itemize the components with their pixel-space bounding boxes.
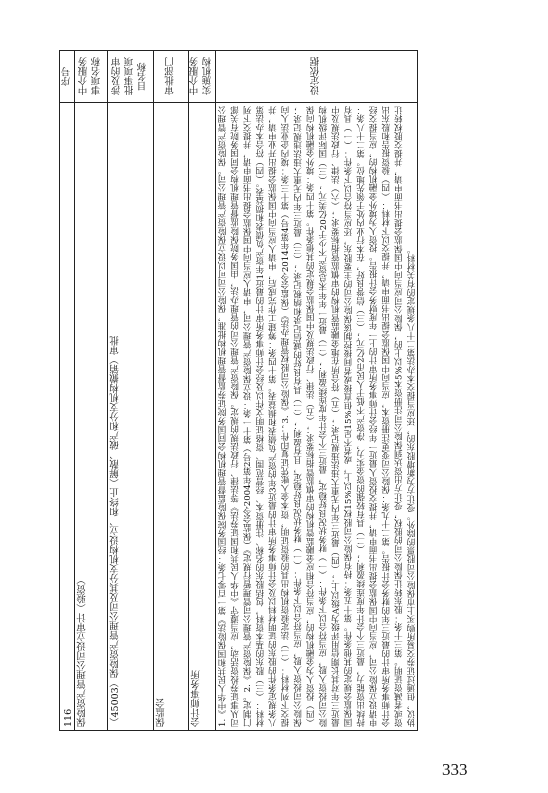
row-department: 保监会: [156, 698, 167, 727]
table-row: [60, 103, 417, 730]
page-number: 333: [442, 760, 468, 779]
row-basis: 1.《中华人民共和国保险法》第一百零七条：经国务院保险监督管理机构会同国务院证券监督管理机构批准，保险公司可以设立保险资产管理公司。保险资产管理公司从事证券投资活动，应当遵守《中华人民共和国证券法》等法律、行政法规的规定。保险资产管理公司的管理办法，由国务院保险监督管理机构会同国务院有关部门制定。2.《保险资产管理公司管理暂行规定》（保监会令2004年第2号）第十一条：设立保险资产管理公司，申请人应当向中国保监会提出书面申请，并提交下列材料：（三）股东的基本资料，包括股东的名称、注册资本、经营范围、资格证明文件以及经会计师事务所审计的最近1年资产负债表和损益表。（四）符合本办法第八条规定条件的股东的证明材料以及会计师事务所审计的最近3年的资产负债表和损益表。第十四条：筹建工作完成后，申请人应当向中国保监会提出开业申请，并提交下列材料：（二）法定验资机构出具的验资证明，资本金入账凭证复印件；3.《保险公司股权管理办法》（保监会令2014年第4号）第十三条：境内企业法人向保险公司投资入股，应当符合以下条件：（一）财务状况良好稳定，且有盈利；（二）具有良好的诚信记录和纳税记录；（三）最近三年内无重大违法违规记录；（四）投资人为金融机构的，应当符合相应金融监管机构的审慎监管指标要求；（五）法律、行政法规及中国保监会规定的其他条件。第十四条：境外金融机构向保险公司投资入股，应当符合以下条件：（一）财务状况良好稳定，最近三个会计年度连续盈利；（二）最近一年年末总资产不少于20亿美元；（三）国际评级机构最近三年对其长期信用评级为A级以上；（四）最近三年内无重大违法违规记录；（五）符合所在地金融监管机构的审慎监管指标要求；（六）法律、行政法规及中国保监会规定的其他条件。第十五条：持有保险公司股权15%以上，或者不足15%但直接或者间接控制该保险公司的主要股东，还应当符合以下条件：（一）具有持续出资能力，最近三个会计年度连续盈利；（二）具有较强的资金实力，净资产不低于人民币2亿元；（三）信誉良好，在本行业内处于领先地位。第二十八条：申请设立保险公司，应当向中国保监会提出书面申请，并提交投资人最近一年经会计师事务所审计的上一年度财务会计报告。投资人为境外金融机构的，应当提交经会计师事务所审计的最近三年的财务会计报告。第二十九条：保险公司变更注册资本，应当向中国保监会提出书面申请，并提交以下材料：（四）验资报告和股东出资或者减资证明。第三十条：股东转让保险公司的股权，受让方出资达到保险公司注册资本5%以上的，保险公司应当向中国保监会提出书面申请，并提交股权转让协议，但通过证券交易所购买上市保险公司股票的除外。受让方为新增股东的，还应当提交本办法第二十八条规定的有关材料。: [218, 106, 417, 727]
header-seq: 序号: [61, 67, 73, 86]
row-seq: 116: [63, 708, 74, 727]
row-approval-item: （45003）保险资产管理公司及其分支机构设立、和终止（解散、破产和分支机构撤销）审批: [110, 335, 121, 727]
header-approval-item: 涉及的审批事项项目名称: [111, 57, 149, 96]
table-header-row: [60, 51, 417, 103]
header-department: 审批部门: [165, 57, 176, 96]
header-basis: 设定依据: [310, 57, 322, 96]
row-agency: 会计师事务所: [191, 670, 202, 727]
approval-table: [59, 50, 418, 731]
row-service-item: 保险资产管理公司设立审计（验资）: [77, 575, 88, 727]
header-agency: 中介服务实施机构: [189, 57, 214, 96]
header-service-item: 中介服务事项名称: [78, 57, 103, 96]
